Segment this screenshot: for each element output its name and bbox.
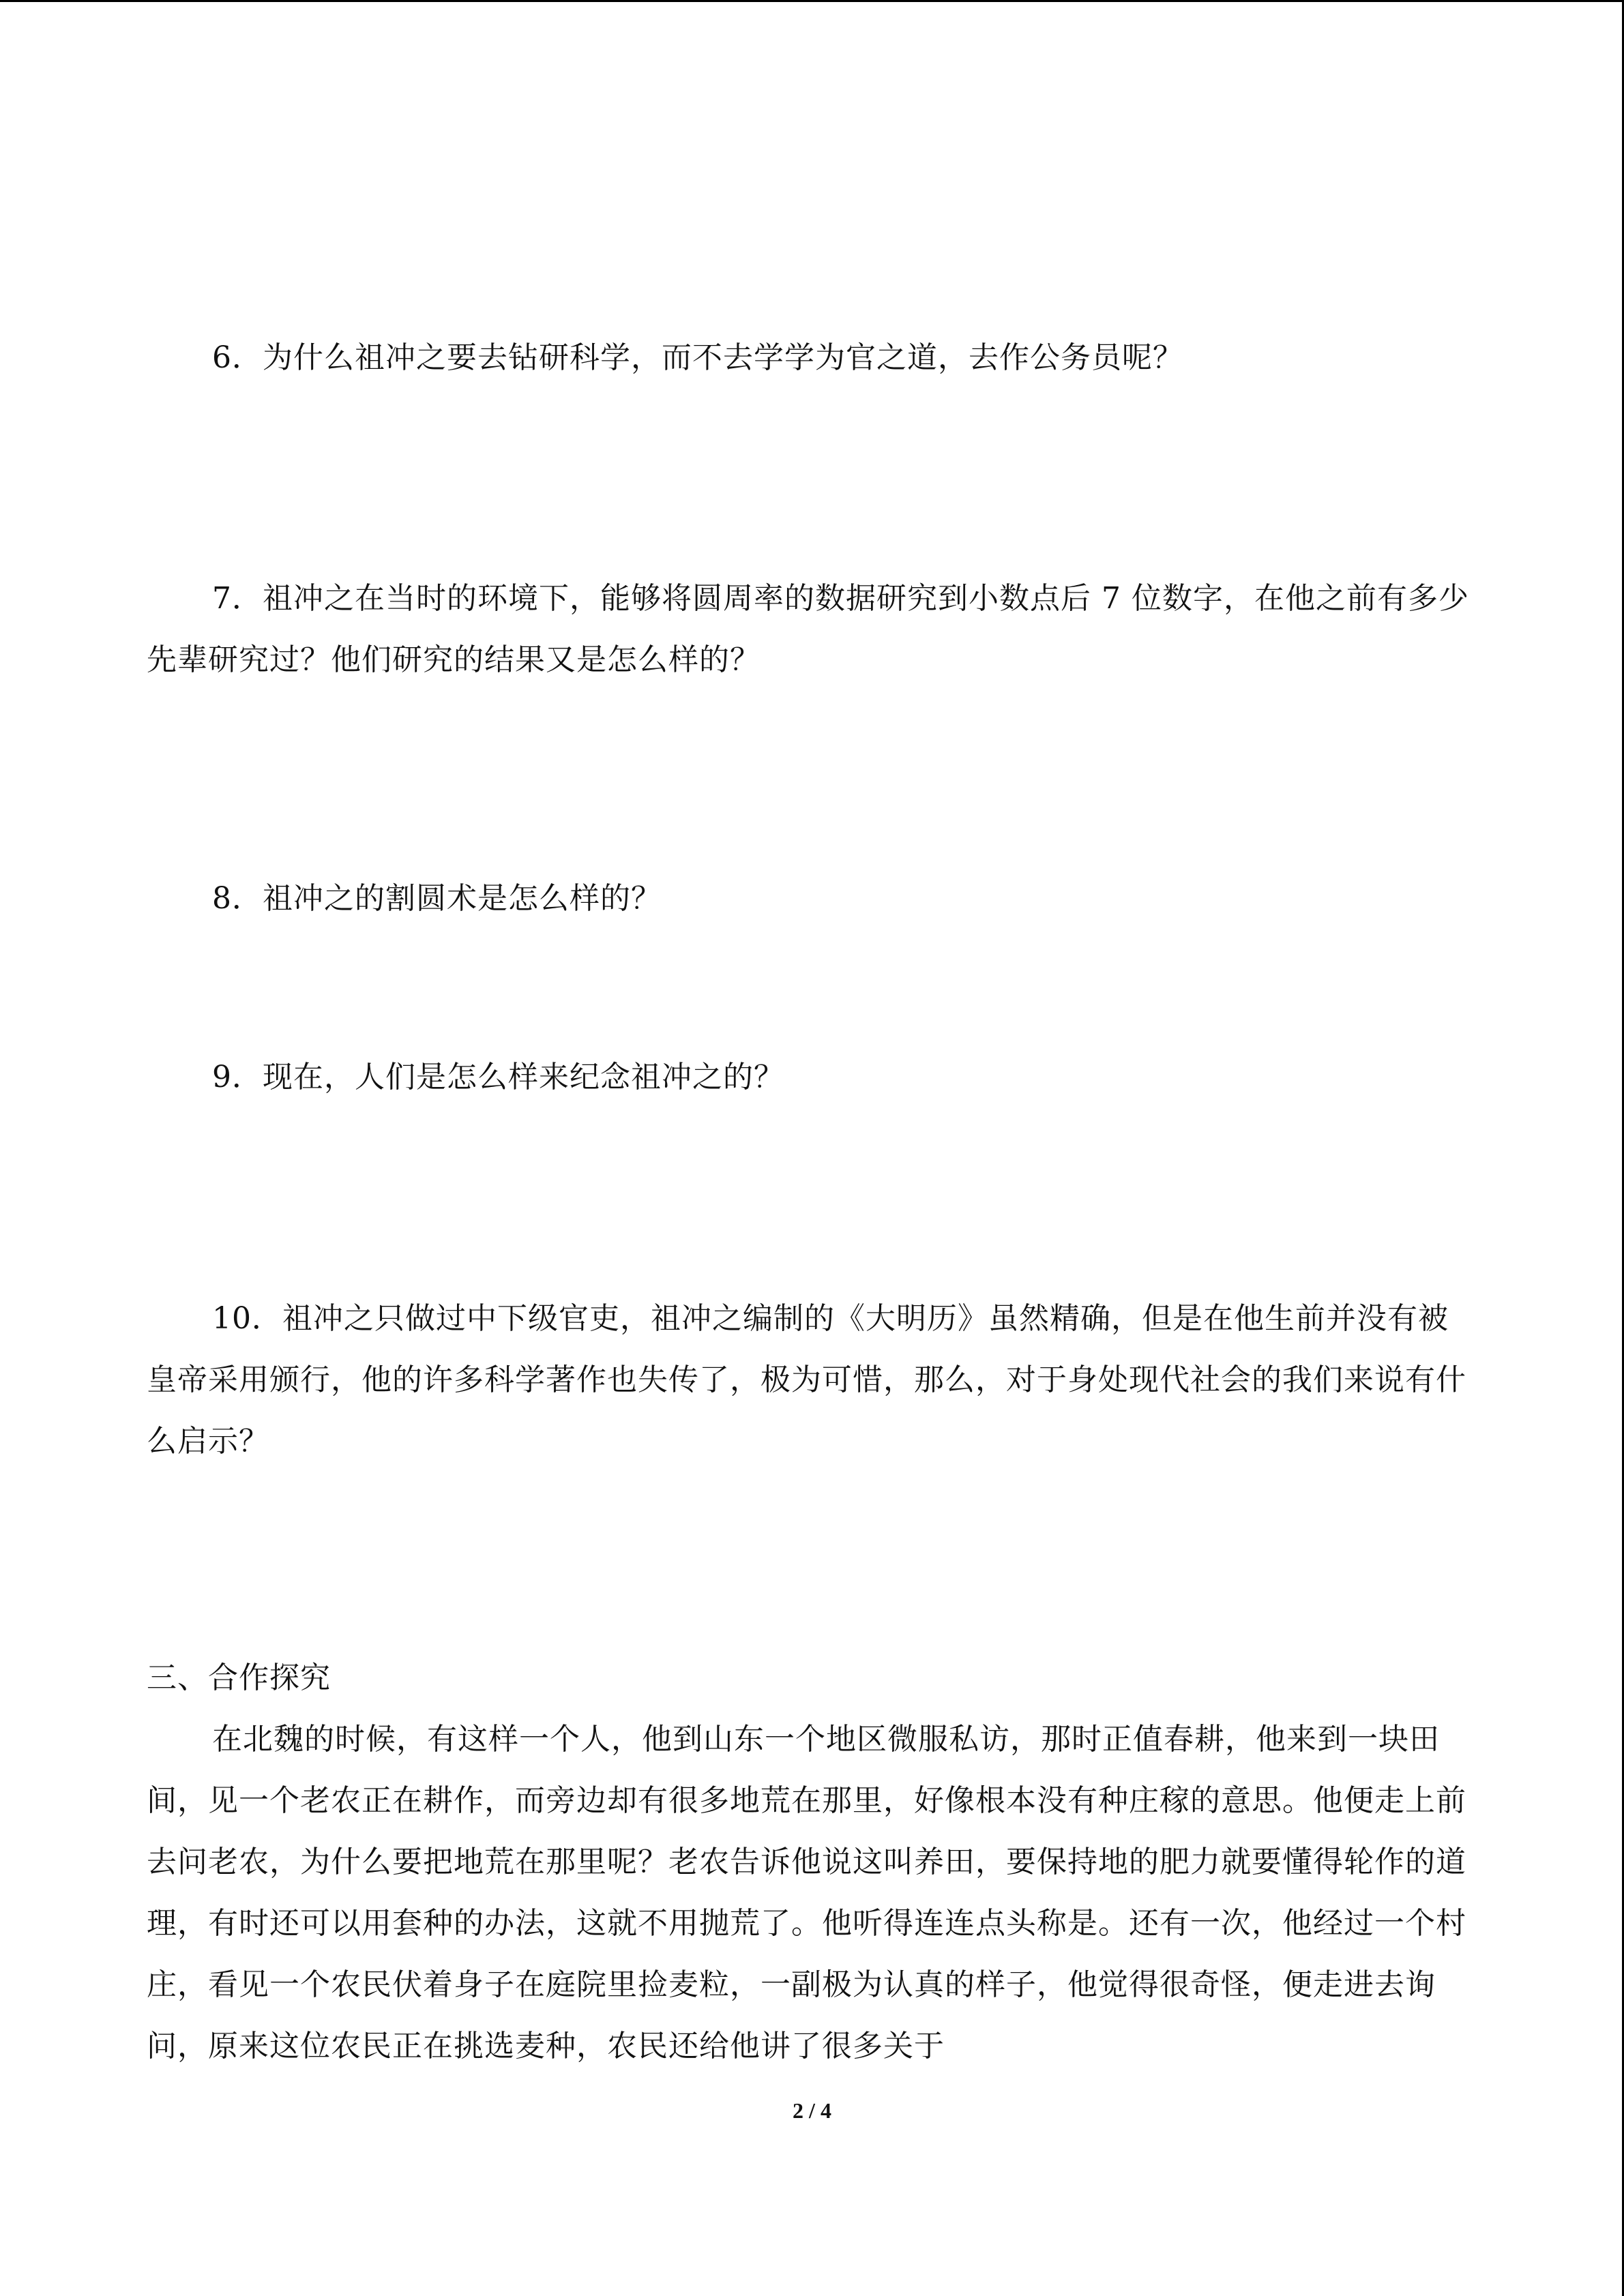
question-7: 7．祖冲之在当时的环境下，能够将圆周率的数据研究到小数点后 7 位数字，在他之前有多少先辈研究过？他们研究的结果又是怎么样的？ [147, 581, 1469, 677]
section-heading: 三、合作探究 [147, 1660, 331, 1695]
question-8: 8．祖冲之的割圆术是怎么样的？ [212, 881, 662, 916]
question-10: 10．祖冲之只做过中下级官吏，祖冲之编制的《大明历》虽然精确，但是在他生前并没有被皇帝采用颁行，他的许多科学著作也失传了，极为可惜，那么，对于身处现代社会的我们来说有什么启示？ [147, 1301, 1466, 1459]
question-9: 9．现在，人们是怎么样来纪念祖冲之的？ [212, 1060, 784, 1094]
question-6: 6．为什么祖冲之要去钻研科学，而不去学学为官之道，去作公务员呢？ [212, 340, 1183, 375]
page-number: 2 / 4 [793, 2098, 831, 2123]
section-paragraph: 在北魏的时候，有这样一个人，他到山东一个地区微服私访，那时正值春耕，他来到一块田间，见一个老农正在耕作，而旁边却有很多地荒在那里，好像根本没有种庄稼的意思。他便走上前去问老农，为什么要把地荒在那里呢？老农告诉他说这叫养田，要保持地的肥力就要懂得轮作的道理，有时还可以用套种的办法，这就不用抛荒了。他听得连连点头称是。还有一次，他经过一个村庄，看见一个农民伏着身子在庭院里捡麦粒，一副极为认真的样子，他觉得很奇怪，便走进去询问，原来这位农民正在挑选麦种，农民还给他讲了很多关于 [147, 1722, 1466, 2063]
